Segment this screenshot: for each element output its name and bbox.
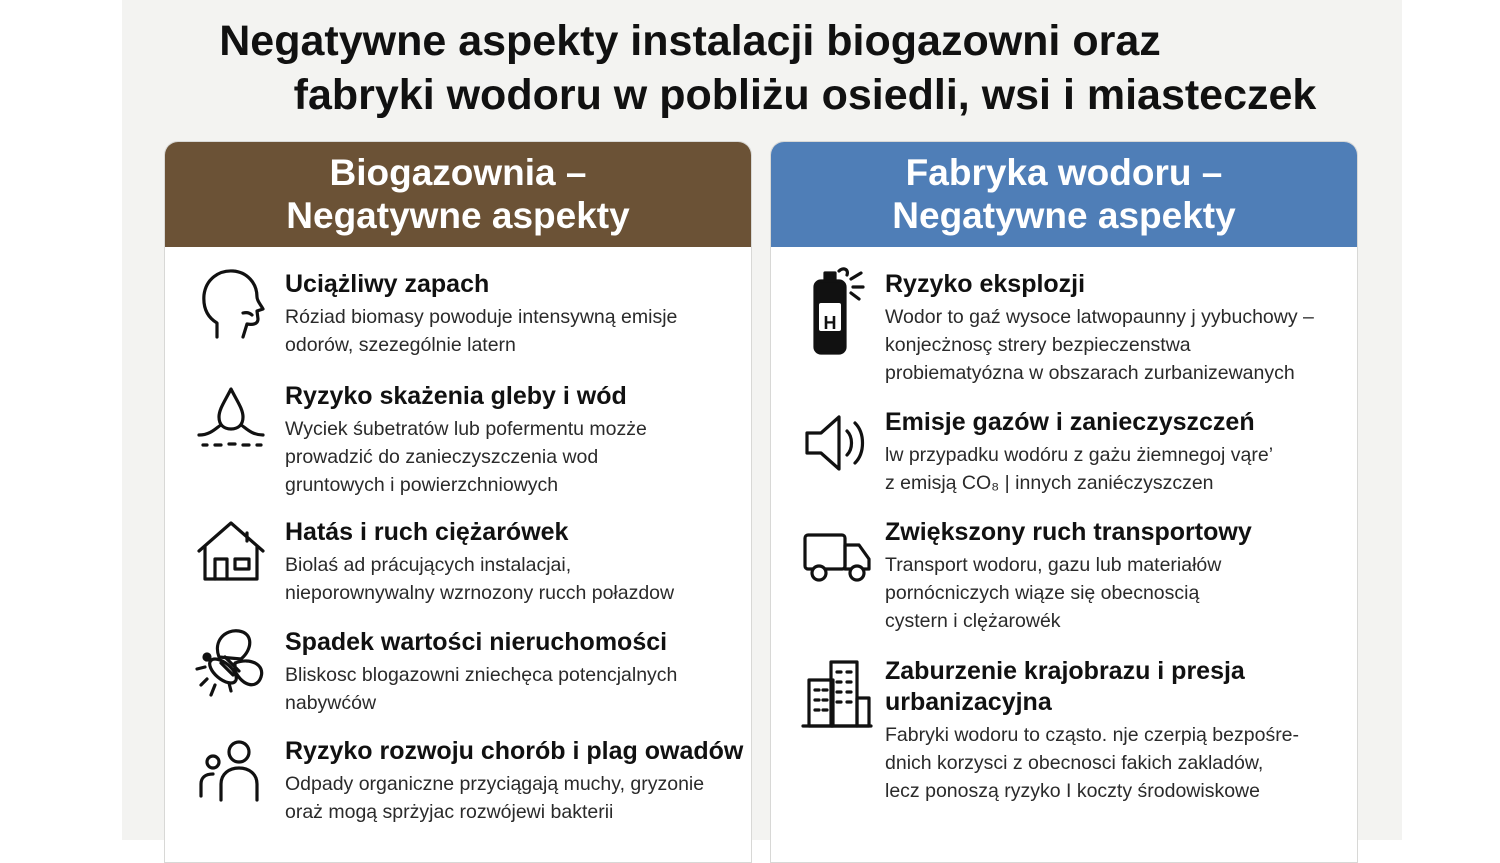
item-desc <box>285 770 745 826</box>
item-desc-line: odorów, szezególnie latern <box>285 334 516 356</box>
item-desc-line: probiematyózna w obszarach zurbanizewanych <box>885 362 1295 384</box>
item-title-line: urbanizacyjna <box>885 688 1052 716</box>
insect-icon <box>195 627 267 699</box>
item-desc-line: lecz ponoszą ryzyko I koczty środowiskowe <box>885 780 1260 802</box>
item-title: Spadek wartości nieruchomości <box>285 628 668 656</box>
hydrogen-tank-icon <box>801 267 873 339</box>
item-desc-line: nieporownywalny wzrnozony rucch połazdow <box>285 582 675 604</box>
item-desc-line: z emisją CO₈ | innych zaniéczyszczen <box>885 472 1214 494</box>
item-desc-line: lw przypadku wodóru z gażu żiemnegoj vąre’ <box>885 444 1274 466</box>
item-desc-line: Biolaś ad prácujących instalacjai, <box>285 554 572 576</box>
item-desc-line: Wyciek śubetratów lub pofermentu mozże <box>285 418 647 440</box>
title-line-2: fabryki wodoru w pobliżu osiedli, wsi i miasteczek <box>293 71 1317 119</box>
biogas-header-line-2: Negatywne aspekty <box>286 195 630 236</box>
item-desc <box>285 661 745 717</box>
item-desc <box>885 441 1345 497</box>
item-desc-line: konjecżnosç strery bezpieczenstwa <box>885 334 1191 356</box>
house-icon <box>195 517 267 589</box>
item-desc-line: Odpady organiczne przyciągają muchy, gryzonie <box>285 773 705 795</box>
tank-label: H <box>823 313 837 333</box>
buildings-icon <box>801 658 873 730</box>
item-desc <box>885 303 1345 387</box>
biogas-header-line-1: Biogazownia – <box>329 152 587 193</box>
item-desc <box>885 551 1345 635</box>
speaker-icon <box>801 407 873 479</box>
item-desc <box>285 551 745 607</box>
water-drop-icon <box>195 383 267 455</box>
page-title <box>0 14 1500 122</box>
item-title: Emisje gazów i zanieczyszczeń <box>885 408 1255 436</box>
hydrogen-panel <box>770 141 1358 863</box>
item-desc-line: Wodor to gaź wysoce latwopaunny j yybuchowy – <box>885 306 1314 328</box>
item-desc <box>285 303 745 359</box>
biogas-panel <box>164 141 752 863</box>
item-desc-line: gruntowych i powierzchniowych <box>285 474 559 496</box>
item-title: Zwiększony ruch transportowy <box>885 518 1252 546</box>
item-desc-line: pornócniczych wiąze się obecnoscią <box>885 582 1200 604</box>
item-title-line: Zaburzenie krajobrazu i presja <box>885 657 1245 685</box>
item-title: Ryzyko eksplozji <box>885 270 1086 298</box>
item-desc-line: cystern i clężarowék <box>885 610 1061 632</box>
item-desc-line: Róziad biomasy powoduje intensywną emisje <box>285 306 678 328</box>
item-title: Ryzyko skażenia gleby i wód <box>285 382 627 410</box>
item-desc-line: Bliskosc blogazowni zniechęca potencjalnych <box>285 664 678 686</box>
hydrogen-header-line-1: Fabryka wodoru – <box>905 152 1223 193</box>
item-desc-line: Fabryki wodoru to cząsto. nje czerpią bezpośre- <box>885 724 1300 746</box>
item-title: Ryzyko rozwoju chorób i plag owadów <box>285 737 744 765</box>
item-title: Hatás i ruch ciężarówek <box>285 518 569 546</box>
item-desc-line: oraż mogą sprżyjac rozwójewi bakterii <box>285 801 614 823</box>
title-line-1: Negatywne aspekty instalacji biogazowni oraz <box>219 17 1161 65</box>
item-desc-line: nabywćów <box>285 692 377 714</box>
item-desc <box>285 415 745 499</box>
hydrogen-panel-header <box>771 142 1357 247</box>
people-icon <box>195 736 267 808</box>
truck-icon <box>801 521 873 593</box>
item-title: Uciążliwy zapach <box>285 270 490 298</box>
item-desc-line: prowadzić do zanieczyszczenia wod <box>285 446 599 468</box>
hydrogen-header-line-2: Negatywne aspekty <box>892 195 1236 236</box>
item-title <box>885 656 1345 718</box>
item-desc <box>885 721 1345 805</box>
item-desc-line: Transport wodoru, gazu lub materiałów <box>885 554 1222 576</box>
item-desc-line: dnich korzysci z obecnosci fakich zakladów, <box>885 752 1264 774</box>
head-profile-icon <box>195 267 267 339</box>
biogas-panel-header <box>165 142 751 247</box>
